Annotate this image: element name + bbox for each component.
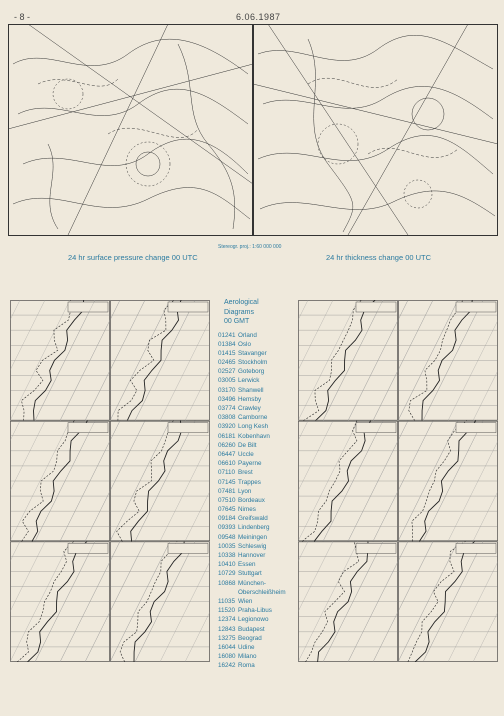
station-row: [218, 349, 298, 358]
station-info-box: [456, 543, 496, 553]
station-list: [218, 331, 298, 671]
station-name: Legionowo: [238, 616, 269, 624]
station-name: Long Kesh: [238, 423, 269, 431]
station-row: [218, 358, 298, 367]
station-row: [218, 367, 298, 376]
station-id: 10729: [218, 570, 236, 578]
station-row: [218, 505, 298, 514]
station-id: 10035: [218, 542, 236, 550]
station-id: 03005: [218, 377, 236, 385]
station-name: Lindenberg: [238, 524, 270, 532]
station-info-box: [356, 543, 396, 553]
station-name: Meiningen: [238, 533, 268, 541]
station-id: 16044: [218, 643, 236, 651]
station-info-box: [356, 423, 396, 433]
station-row: [218, 459, 298, 468]
right-map-frame: [254, 25, 498, 236]
station-info-box: [456, 423, 496, 433]
station-info-box: [168, 543, 208, 553]
station-name: Greifswald: [238, 515, 268, 523]
station-name: Payerne: [238, 460, 262, 468]
station-row: [218, 404, 298, 413]
station-name: Oberschleißheim: [238, 588, 286, 596]
station-name: Uccle: [238, 450, 254, 458]
station-row: [218, 523, 298, 532]
station-row: [218, 441, 298, 450]
station-row: [218, 395, 298, 404]
page-date: 6.06.1987: [236, 12, 281, 22]
station-name: Camborne: [238, 414, 268, 422]
station-id: 12843: [218, 625, 236, 633]
station-row: [218, 432, 298, 441]
station-id: 01415: [218, 349, 236, 357]
station-id: 16242: [218, 662, 236, 670]
aerological-diagrams-left: [10, 300, 210, 662]
station-id: 01241: [218, 331, 236, 339]
station-row: [218, 652, 298, 661]
station-name: Hemsby: [238, 395, 262, 403]
station-id: 01384: [218, 340, 236, 348]
left-map-frame: [9, 25, 253, 236]
station-row: [218, 569, 298, 578]
station-row: [218, 487, 298, 496]
station-name: Goteborg: [238, 368, 265, 376]
left-map-lines: [8, 24, 253, 235]
station-id: 07481: [218, 487, 236, 495]
station-id: 16080: [218, 653, 236, 661]
station-id: 10338: [218, 552, 236, 559]
station-info-box: [456, 302, 496, 312]
station-info-box: [68, 423, 108, 433]
station-name: Trappes: [238, 478, 261, 486]
station-row: [218, 496, 298, 505]
station-id: 12374: [218, 616, 236, 624]
station-id: 06260: [218, 441, 236, 449]
station-row: [218, 615, 298, 624]
station-row: [218, 597, 298, 606]
station-name: Orland: [238, 331, 257, 339]
aerological-diagrams-right: [298, 300, 498, 662]
station-id: 07645: [218, 506, 236, 514]
aerological-legend: [218, 298, 298, 670]
station-name: Oslo: [238, 340, 251, 348]
station-id: 07510: [218, 496, 236, 504]
station-row: [218, 588, 298, 597]
station-info-box: [68, 302, 108, 312]
station-row: [218, 625, 298, 634]
thickness-caption: 24 hr thickness change 00 UTC: [326, 253, 432, 262]
station-info-box: [356, 302, 396, 312]
station-row: [218, 340, 298, 349]
station-row: [218, 643, 298, 652]
station-name: De Bilt: [238, 441, 257, 449]
station-name: Lerwick: [238, 377, 260, 385]
station-row: [218, 413, 298, 422]
station-id: 09393: [218, 524, 236, 532]
station-id: 11520: [218, 607, 236, 615]
station-id: 10410: [218, 561, 236, 569]
station-row: [218, 376, 298, 385]
legend-title-2: Diagrams: [224, 308, 254, 316]
station-row: [218, 579, 298, 588]
station-name: Brest: [238, 469, 253, 477]
station-name: Shanwell: [238, 386, 264, 394]
station-id: 03808: [218, 414, 236, 422]
station-name: Udine: [238, 643, 255, 651]
right-map-lines: [253, 24, 498, 235]
station-id: 06610: [218, 460, 236, 468]
station-name: Stockholm: [238, 359, 268, 367]
station-row: [218, 533, 298, 542]
station-id: 06447: [218, 450, 236, 458]
station-row: [218, 634, 298, 643]
station-row: [218, 542, 298, 551]
station-id: 11035: [218, 597, 236, 605]
station-name: Lyon: [238, 487, 252, 495]
station-id: 06181: [218, 432, 236, 440]
station-id: 03920: [218, 423, 236, 431]
diagrams-right-svg: [298, 300, 498, 662]
station-row: [218, 331, 298, 340]
station-name: Crawley: [238, 405, 261, 412]
station-name: Hannover: [238, 552, 266, 559]
station-row: [218, 386, 298, 395]
station-row: [218, 514, 298, 523]
station-name: Nimes: [238, 506, 256, 514]
station-row: [218, 661, 298, 670]
legend-title-1: Aerological: [224, 299, 259, 306]
station-name: München-: [238, 579, 267, 587]
station-name: Bordeaux: [238, 496, 265, 504]
station-id: 02527: [218, 368, 236, 376]
station-name: Kobenhavn: [238, 432, 270, 440]
station-id: 03496: [218, 395, 236, 403]
legend-title-3: 00 GMT: [224, 318, 250, 325]
station-name: Stavanger: [238, 349, 267, 357]
station-row: [218, 422, 298, 431]
station-id: 07110: [218, 469, 236, 477]
station-info-box: [68, 543, 108, 553]
station-name: Essen: [238, 561, 256, 569]
projection-note: Stereogr. proj.: 1:60 000 000: [218, 244, 282, 250]
maps-svg: [8, 24, 498, 236]
station-name: Stuttgart: [238, 570, 262, 578]
weather-maps: [8, 24, 498, 236]
station-name: Praha-Libus: [238, 607, 272, 615]
station-name: Roma: [238, 662, 255, 670]
diagrams-left-svg: [10, 300, 210, 662]
station-id: 09548: [218, 533, 236, 541]
station-row: [218, 551, 298, 560]
station-info-box: [168, 423, 208, 433]
station-row: [218, 560, 298, 569]
station-id: 09184: [218, 515, 236, 523]
station-name: Beograd: [238, 634, 262, 642]
station-info-box: [168, 302, 208, 312]
station-row: [218, 468, 298, 477]
station-id: 10868: [218, 579, 236, 587]
station-name: Milano: [238, 653, 257, 661]
station-row: [218, 450, 298, 459]
surface-pressure-caption: 24 hr surface pressure change 00 UTC: [68, 253, 198, 262]
station-id: 07145: [218, 478, 236, 486]
station-name: Wien: [238, 597, 253, 605]
station-name: Budapest: [238, 625, 265, 633]
station-row: [218, 478, 298, 487]
station-id: 03170: [218, 386, 236, 394]
station-id: 02465: [218, 359, 236, 367]
station-id: 03774: [218, 405, 236, 412]
page-number: - 8 -: [14, 12, 31, 22]
station-row: [218, 606, 298, 615]
station-name: Schleswig: [238, 542, 267, 550]
station-id: 13275: [218, 634, 236, 642]
